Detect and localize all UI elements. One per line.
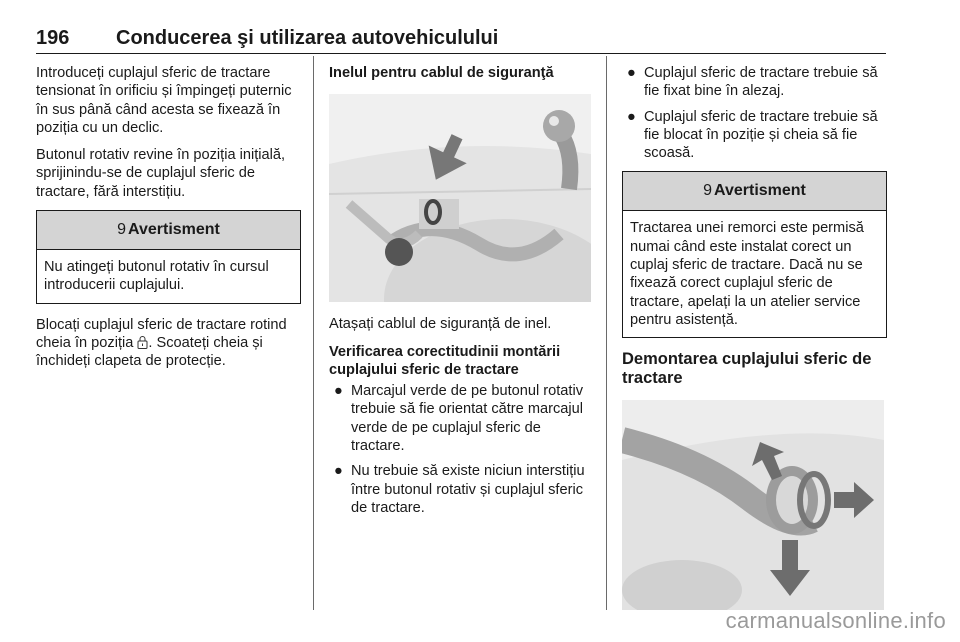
safety-ring-caption: Atașați cablul de siguranță de inel. xyxy=(329,316,552,333)
tow-bar-safety-ring-illustration xyxy=(329,94,591,302)
safety-ring-heading: Inelul pentru cablul de siguranţă xyxy=(329,65,554,81)
column-2 xyxy=(329,64,594,524)
warning-title: Avertisment xyxy=(714,182,806,200)
warning-box-trailer xyxy=(622,171,887,338)
column-3 xyxy=(622,64,887,623)
header-rule xyxy=(36,53,886,54)
page-header xyxy=(36,27,886,53)
column-1 xyxy=(36,64,301,380)
warning-icon: 9 xyxy=(703,182,712,200)
column-divider-2 xyxy=(606,56,607,610)
warning-header xyxy=(623,172,886,211)
lock-paragraph: Blocați cuplajul sferic de tractare rotind cheia în poziția . Scoateți cheia și închideți clapeta de protecție. xyxy=(36,316,287,370)
column-divider-1 xyxy=(313,56,314,610)
lock-icon xyxy=(137,335,148,351)
list-item: ● Marcajul verde de pe butonul rotativ trebuie să fie orientat către marcajul verde de pe cuplajul sferic de tractare. xyxy=(334,383,584,455)
page-title: Conducerea şi utilizarea autovehiculului xyxy=(116,27,499,49)
warning-title: Avertisment xyxy=(128,221,220,239)
install-paragraph-2: Butonul rotativ revine în poziția inițială, sprijinindu-se de cuplajul sferic de tractare, fără interstițiu. xyxy=(36,147,286,200)
warning-header xyxy=(37,211,300,250)
check-list xyxy=(329,382,594,517)
install-paragraph-1: Introduceți cuplajul sferic de tractare tensionat în orificiu și împingeți puternic în sus până când acesta se fixează în poziția cu un declic. xyxy=(36,65,292,136)
requirement-list xyxy=(622,64,887,162)
removal-heading: Demontarea cuplajului sferic de tractare xyxy=(622,350,872,388)
warning-text: Tractarea unei remorci este permisă numai când este instalat corect un cuplaj sferic de tractare. Dacă nu se fixează corect cuplajul sferic de tractare, apelați la un atelier service pentru asistență. xyxy=(630,220,864,328)
warning-icon: 9 xyxy=(117,221,126,239)
watermark: carmanualsonline.info xyxy=(725,608,946,633)
warning-text: Nu atingeți butonul rotativ în cursul introducerii cuplajului. xyxy=(44,259,269,294)
list-item: ● Nu trebuie să existe niciun interstițiu între butonul rotativ și cuplajul sferic de tractare. xyxy=(334,463,585,516)
tow-ball-removal-illustration xyxy=(622,400,884,610)
check-heading: Verificarea corectitudinii montării cuplajului sferic de tractare xyxy=(329,343,561,378)
list-item: ● Cuplajul sferic de tractare trebuie să fie blocat în poziție și cheia să fie scoasă. xyxy=(627,108,878,162)
page-number: 196 xyxy=(36,27,70,49)
list-item: ● Cuplajul sferic de tractare trebuie să fie fixat bine în alezaj. xyxy=(627,65,878,100)
warning-box-touch xyxy=(36,210,301,304)
